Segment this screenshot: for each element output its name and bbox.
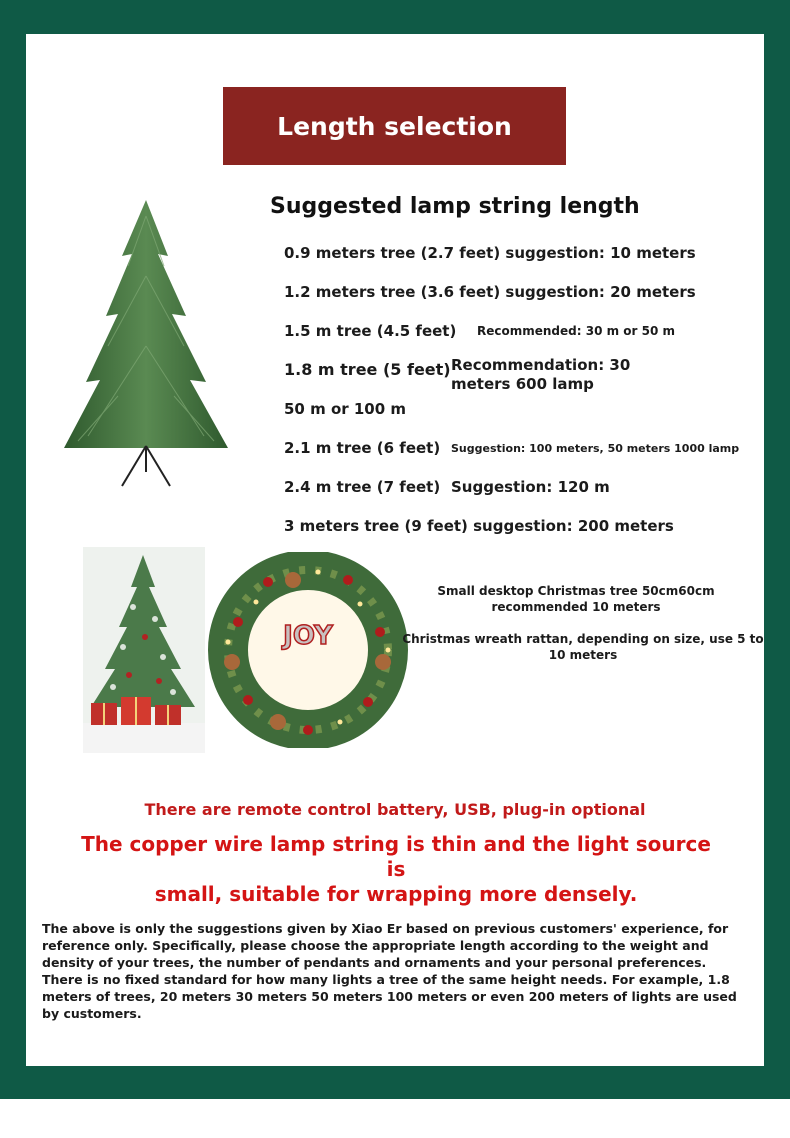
content-panel — [26, 34, 764, 1066]
suggested-length-heading: Suggested lamp string length — [270, 194, 640, 219]
large-christmas-tree-image — [48, 196, 244, 492]
wreath-caption-line1: Christmas wreath rattan, depending on size, use 5 to — [402, 632, 764, 646]
desktop-christmas-tree-image — [83, 547, 205, 753]
page-title: Length selection — [277, 111, 512, 141]
wreath-caption-line2: 10 meters — [548, 648, 618, 662]
copper-wire-highlight-line1: The copper wire lamp string is thin and the light source is — [81, 832, 711, 881]
copper-wire-highlight — [76, 832, 716, 907]
power-options-text: There are remote control battery, USB, plug-in optional — [144, 800, 646, 819]
row-1-8m-tree: 1.8 m tree (5 feet) — [284, 360, 451, 379]
copper-wire-highlight-line2: small, suitable for wrapping more densely. — [154, 882, 638, 906]
wreath-caption — [402, 631, 764, 663]
desktop-tree-caption-line2: recommended 10 meters — [491, 600, 661, 614]
christmas-wreath-image — [208, 552, 408, 748]
row-1-8m-recommendation-line2: meters 600 lamp — [451, 375, 594, 393]
row-1-8m-recommendation-line1: Recommendation: 30 — [451, 356, 631, 374]
row-2-4m-tree: 2.4 m tree (7 feet) — [284, 478, 441, 496]
disclaimer-note: The above is only the suggestions given by Xiao Er based on previous customers' experience, for reference only. Specifically, please choose the appropriate length according to the weight and density of your trees, the number of pendants and ornaments and your personal preferences. There is no fixed standard for how many lights a tree of the same height needs. For example, 1.8 meters of trees, 20 meters 30 meters 50 meters 100 meters or even 200 meters of lights are used by customers. — [42, 921, 737, 1021]
row-1-5m-recommendation: Recommended: 30 m or 50 m — [477, 324, 675, 338]
row-3m: 3 meters tree (9 feet) suggestion: 200 meters — [284, 517, 674, 535]
row-2-1m-suggestion: Suggestion: 100 meters, 50 meters 1000 lamp — [451, 442, 740, 455]
row-2-4m-suggestion: Suggestion: 120 m — [451, 478, 610, 496]
desktop-tree-caption — [406, 583, 746, 615]
desktop-tree-caption-line1: Small desktop Christmas tree 50cm60cm — [437, 584, 715, 598]
title-banner — [223, 87, 566, 165]
row-1-2m: 1.2 meters tree (3.6 feet) suggestion: 20 meters — [284, 283, 696, 301]
row-0-9m: 0.9 meters tree (2.7 feet) suggestion: 10 meters — [284, 244, 696, 262]
row-2-1m-tree: 2.1 m tree (6 feet) — [284, 439, 441, 457]
row-1-5m-tree: 1.5 m tree (4.5 feet) — [284, 322, 457, 340]
wreath-joy-sign: JOY — [283, 621, 333, 651]
row-1-8m-alternative: 50 m or 100 m — [284, 400, 407, 418]
